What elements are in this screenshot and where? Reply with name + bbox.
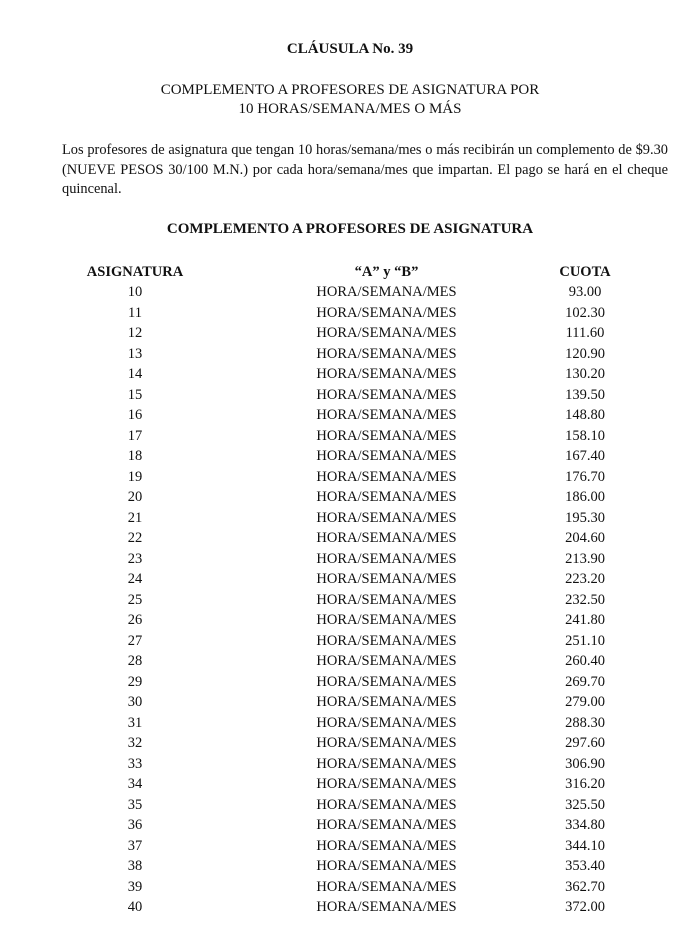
header-cuota: CUOTA (559, 264, 611, 280)
table-row (60, 303, 660, 324)
unit-cell: HORA/SEMANA/MES (316, 878, 457, 895)
table-row (60, 487, 660, 508)
unit-cell: HORA/SEMANA/MES (316, 325, 457, 341)
asignatura-cell: 17 (127, 427, 143, 444)
asignatura-cell: 34 (127, 776, 143, 792)
unit-cell: HORA/SEMANA/MES (316, 284, 457, 300)
asignatura-cell: 38 (127, 858, 143, 874)
table-row (60, 795, 660, 816)
unit-cell: HORA/SEMANA/MES (316, 571, 457, 587)
clause-paragraph: Los profesores de asignatura que tengan 10 horas/semana/mes o más recibirán un complemento de $9.30 (NUEVE PESOS 30/100 M.N.) por cada hora/semana/mes que impartan. El pago se hará en el cheque quincenal. (62, 142, 668, 197)
table-row (60, 549, 660, 570)
cuota-cell: 325.50 (565, 796, 605, 813)
asignatura-cell: 11 (128, 304, 142, 321)
cuota-cell: 111.60 (565, 325, 605, 341)
asignatura-cell: 13 (127, 345, 143, 362)
asignatura-cell: 14 (127, 366, 143, 382)
asignatura-cell: 27 (127, 632, 143, 649)
cuota-cell: 102.30 (565, 304, 605, 321)
cuota-cell: 223.20 (565, 571, 605, 587)
cuota-cell: 148.80 (565, 407, 605, 423)
header-a-y-b: “A” y “B” (354, 264, 419, 280)
unit-cell: HORA/SEMANA/MES (316, 755, 457, 772)
cuota-cell: 269.70 (565, 673, 605, 690)
asignatura-cell: 36 (127, 817, 143, 833)
unit-cell: HORA/SEMANA/MES (316, 796, 457, 813)
table-body (60, 282, 660, 918)
asignatura-cell: 24 (127, 571, 143, 587)
unit-cell: HORA/SEMANA/MES (316, 817, 457, 833)
cuota-cell: 251.10 (565, 632, 605, 649)
cuota-cell: 306.90 (565, 755, 605, 772)
cuota-cell: 344.10 (565, 837, 605, 854)
unit-cell: HORA/SEMANA/MES (316, 858, 457, 874)
unit-cell: HORA/SEMANA/MES (316, 509, 457, 526)
cuota-cell: 241.80 (565, 612, 605, 628)
asignatura-cell: 15 (127, 386, 143, 403)
cuota-cell: 204.60 (565, 530, 605, 546)
cuota-cell: 186.00 (565, 489, 605, 505)
unit-cell: HORA/SEMANA/MES (316, 591, 457, 608)
unit-cell: HORA/SEMANA/MES (316, 304, 457, 321)
unit-cell: HORA/SEMANA/MES (316, 653, 457, 669)
unit-cell: HORA/SEMANA/MES (316, 776, 457, 792)
asignatura-cell: 10 (127, 284, 143, 300)
table-row (60, 713, 660, 734)
asignatura-cell: 22 (127, 530, 143, 546)
unit-cell: HORA/SEMANA/MES (316, 448, 457, 464)
table-row (60, 754, 660, 775)
cuota-cell: 195.30 (565, 509, 605, 526)
unit-cell: HORA/SEMANA/MES (316, 673, 457, 690)
table-row (60, 692, 660, 713)
cuota-cell: 334.80 (565, 817, 605, 833)
unit-cell: HORA/SEMANA/MES (316, 714, 457, 731)
unit-cell: HORA/SEMANA/MES (316, 735, 457, 751)
cuota-cell: 213.90 (565, 550, 605, 567)
asignatura-cell: 19 (127, 468, 143, 485)
asignatura-cell: 37 (127, 837, 143, 854)
subtitle-line: 10 HORAS/SEMANA/MES O MÁS (238, 101, 462, 117)
cuota-cell: 353.40 (565, 858, 605, 874)
unit-cell: HORA/SEMANA/MES (316, 407, 457, 423)
unit-cell: HORA/SEMANA/MES (316, 694, 457, 710)
asignatura-cell: 25 (127, 591, 143, 608)
table-row (60, 836, 660, 857)
unit-cell: HORA/SEMANA/MES (316, 837, 457, 854)
table-row (60, 508, 660, 529)
table-row (60, 897, 660, 918)
table-row (60, 877, 660, 898)
asignatura-cell: 18 (127, 448, 143, 464)
table-row (60, 590, 660, 611)
unit-cell: HORA/SEMANA/MES (316, 530, 457, 546)
unit-cell: HORA/SEMANA/MES (316, 899, 457, 915)
fee-table (60, 262, 660, 918)
table-row (60, 569, 660, 590)
table-row (60, 364, 660, 385)
unit-cell: HORA/SEMANA/MES (316, 366, 457, 382)
table-row (60, 610, 660, 631)
cuota-cell: 232.50 (565, 591, 605, 608)
table-row (60, 733, 660, 754)
table-row (60, 672, 660, 693)
unit-cell: HORA/SEMANA/MES (316, 612, 457, 628)
table-row (60, 651, 660, 672)
table-row (60, 323, 660, 344)
clause-subtitle (0, 81, 700, 119)
unit-cell: HORA/SEMANA/MES (316, 632, 457, 649)
asignatura-cell: 26 (127, 612, 143, 628)
cuota-cell: 279.00 (565, 694, 605, 710)
table-row (60, 385, 660, 406)
table-row (60, 282, 660, 303)
unit-cell: HORA/SEMANA/MES (316, 386, 457, 403)
table-row (60, 467, 660, 488)
asignatura-cell: 32 (127, 735, 143, 751)
table-title: COMPLEMENTO A PROFESORES DE ASIGNATURA (166, 221, 534, 237)
clause-title: CLÁUSULA No. 39 (286, 41, 414, 57)
table-row (60, 405, 660, 426)
asignatura-cell: 39 (127, 878, 143, 895)
table-row (60, 344, 660, 365)
unit-cell: HORA/SEMANA/MES (316, 345, 457, 362)
asignatura-cell: 23 (127, 550, 143, 567)
asignatura-cell: 20 (127, 489, 143, 505)
asignatura-cell: 12 (127, 325, 143, 341)
header-asignatura: ASIGNATURA (86, 264, 184, 280)
cuota-cell: 130.20 (565, 366, 605, 382)
table-row (60, 631, 660, 652)
asignatura-cell: 33 (127, 755, 143, 772)
asignatura-cell: 29 (127, 673, 143, 690)
table-row (60, 426, 660, 447)
cuota-cell: 176.70 (565, 468, 605, 485)
asignatura-cell: 16 (127, 407, 143, 423)
cuota-cell: 167.40 (565, 448, 605, 464)
table-row (60, 815, 660, 836)
unit-cell: HORA/SEMANA/MES (316, 489, 457, 505)
cuota-cell: 93.00 (568, 284, 602, 300)
table-row (60, 528, 660, 549)
table-row (60, 774, 660, 795)
cuota-cell: 139.50 (565, 386, 605, 403)
asignatura-cell: 40 (127, 899, 143, 915)
cuota-cell: 288.30 (565, 714, 605, 731)
unit-cell: HORA/SEMANA/MES (316, 468, 457, 485)
asignatura-cell: 21 (127, 509, 143, 526)
asignatura-cell: 28 (127, 653, 143, 669)
table-header-row (60, 262, 660, 282)
table-row (60, 856, 660, 877)
subtitle-line: COMPLEMENTO A PROFESORES DE ASIGNATURA POR (160, 82, 540, 98)
cuota-cell: 158.10 (565, 427, 605, 444)
asignatura-cell: 31 (127, 714, 143, 731)
asignatura-cell: 35 (127, 796, 143, 813)
cuota-cell: 362.70 (565, 878, 605, 895)
unit-cell: HORA/SEMANA/MES (316, 427, 457, 444)
table-row (60, 446, 660, 467)
cuota-cell: 260.40 (565, 653, 605, 669)
cuota-cell: 372.00 (565, 899, 605, 915)
cuota-cell: 316.20 (565, 776, 605, 792)
unit-cell: HORA/SEMANA/MES (316, 550, 457, 567)
cuota-cell: 297.60 (565, 735, 605, 751)
asignatura-cell: 30 (127, 694, 143, 710)
cuota-cell: 120.90 (565, 345, 605, 362)
